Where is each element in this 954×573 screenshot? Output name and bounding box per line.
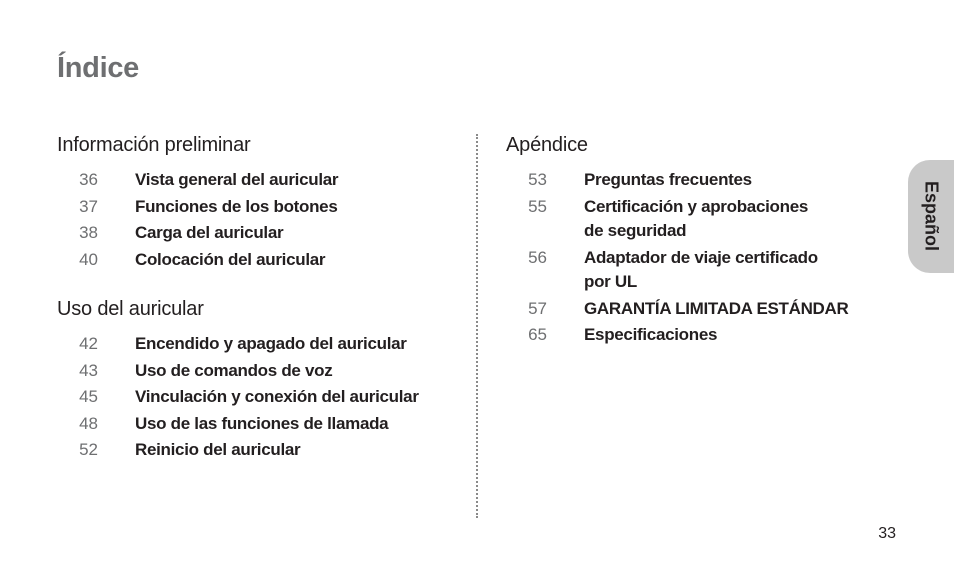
section-heading-preliminar: Información preliminar: [57, 134, 251, 156]
section-heading-apendice: Apéndice: [506, 134, 588, 156]
toc-entry-label: Uso de comandos de voz: [135, 360, 333, 380]
toc-entry-label: Funciones de los botones: [135, 196, 338, 216]
toc-page-number: 43: [79, 360, 98, 380]
toc-list-uso: [57, 332, 457, 463]
toc-entry[interactable]: [57, 359, 457, 384]
toc-page-number: 40: [79, 249, 98, 269]
toc-entry[interactable]: [506, 195, 886, 244]
toc-page-number: 53: [528, 170, 547, 189]
toc-entry[interactable]: [57, 332, 457, 357]
toc-entry-label: Certificación y aprobaciones de seguridad: [584, 196, 809, 240]
toc-entry-label: Carga del auricular: [135, 223, 284, 242]
toc-left-column: [57, 132, 457, 465]
toc-entry[interactable]: [57, 195, 457, 220]
toc-list-preliminar: [57, 168, 457, 272]
language-tab: [908, 160, 954, 273]
toc-page-number: 37: [79, 196, 98, 216]
toc-entry-label: Uso de las funciones de llamada: [135, 413, 389, 433]
toc-entry-label: Especificaciones: [584, 325, 718, 344]
toc-entry-label: Preguntas frecuentes: [584, 170, 752, 189]
toc-entry[interactable]: [506, 168, 886, 193]
toc-entry[interactable]: [57, 385, 457, 410]
toc-list-apendice: [506, 168, 886, 348]
toc-entry[interactable]: [57, 438, 457, 463]
column-divider: [476, 134, 478, 518]
toc-entry-label: Colocación del auricular: [135, 249, 326, 269]
toc-page-number: 36: [79, 170, 98, 189]
page-number: 33: [878, 525, 896, 542]
toc-entry-label: Vinculación y conexión del auricular: [135, 387, 419, 406]
toc-page-number: 48: [79, 413, 98, 433]
toc-entry[interactable]: [57, 168, 457, 193]
toc-entry[interactable]: [506, 297, 886, 322]
toc-page-number: 57: [528, 298, 547, 318]
page-title: Índice: [57, 52, 139, 84]
toc-page-number: 42: [79, 334, 98, 353]
toc-entry-label: Reinicio del auricular: [135, 440, 301, 459]
toc-page-number: 55: [528, 196, 547, 216]
toc-page-number: 38: [79, 223, 98, 242]
toc-entry-label: Encendido y apagado del auricular: [135, 334, 407, 353]
toc-entry[interactable]: [57, 221, 457, 246]
toc-page-number: 65: [528, 325, 547, 344]
toc-page-number: 56: [528, 247, 547, 267]
toc-entry-label: GARANTÍA LIMITADA ESTÁNDAR: [584, 298, 849, 318]
toc-entry[interactable]: [506, 246, 886, 295]
toc-entry[interactable]: [506, 323, 886, 348]
toc-entry-label: Adaptador de viaje certificado por UL: [584, 247, 818, 291]
toc-entry[interactable]: [57, 412, 457, 437]
section-heading-uso: Uso del auricular: [57, 298, 204, 320]
toc-right-column: [506, 132, 886, 350]
toc-entry[interactable]: [57, 248, 457, 273]
toc-page-number: 45: [79, 387, 98, 406]
toc-entry-label: Vista general del auricular: [135, 170, 339, 189]
toc-page-number: 52: [79, 440, 98, 459]
language-tab-label: Español: [921, 181, 942, 252]
